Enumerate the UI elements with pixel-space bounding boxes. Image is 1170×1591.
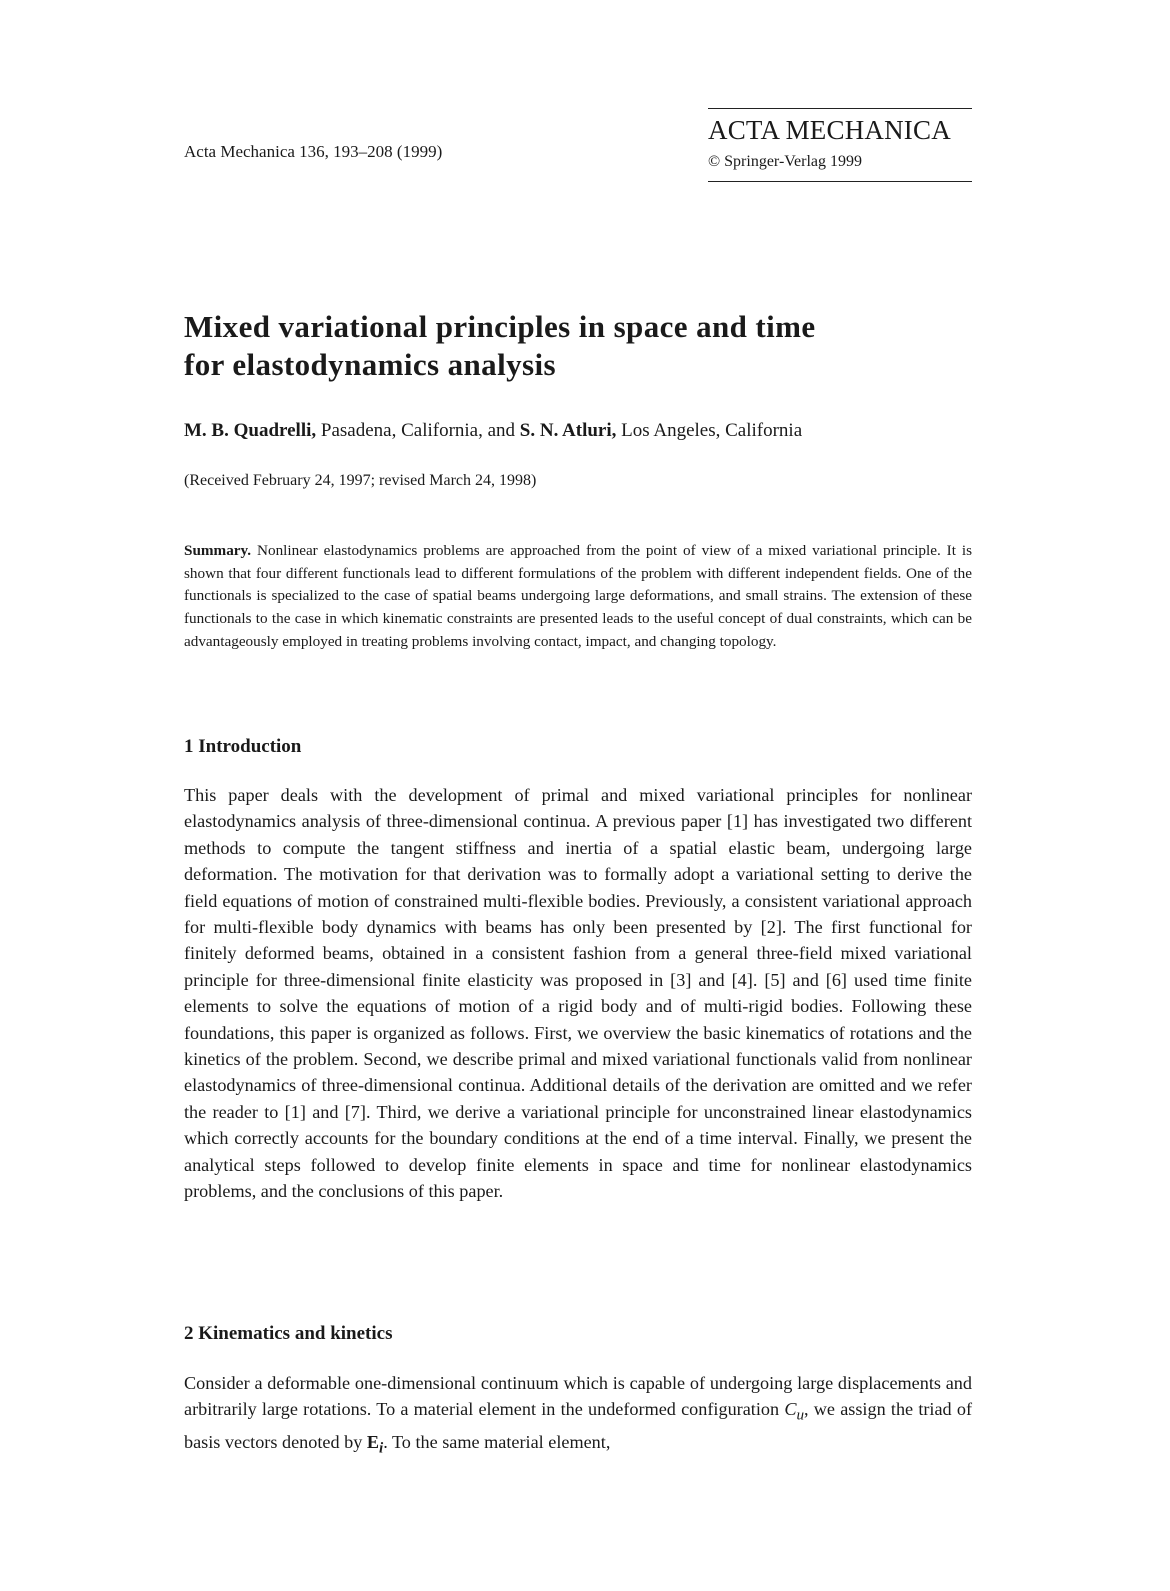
kinematics-text-c: . To the same material element,	[383, 1432, 611, 1453]
introduction-paragraph: This paper deals with the development of primal and mixed variational principles for nonlinear elastodynamics analysis of three-dimensional continua. A previous paper [1] has investigated two different methods to compute the tangent stiffness and inertia of a spatial elastic beam, undergoing large deformation. The motivation for that derivation was to formally adopt a variational setting to derive the field equations of motion of constrained multi-flexible bodies. Previously, a consistent variational approach for multi-flexible body dynamics with beams has only been presented by [2]. The first functional for finitely deformed beams, obtained in a consistent fashion from a general three-field mixed variational principle for three-dimensional finite elasticity was proposed in [3] and [4]. [5] and [6] used time finite elements to solve the equations of motion of a rigid body and of multi-rigid bodies. Following these foundations, this paper is organized as follows. First, we overview the basic kinematics of rotations and the kinetics of the problem. Second, we describe primal and mixed variational functionals valid from nonlinear elastodynamics of three-dimensional continua. Additional details of the derivation are omitted and we refer the reader to [1] and [7]. Third, we derive a variational principle for unconstrained linear elastodynamics which correctly accounts for the boundary conditions at the end of a time interval. Finally, we present the analytical steps followed to develop finite elements in space and time for nonlinear elastodynamics problems, and the conclusions of this paper.	[184, 785, 972, 1202]
author-line	[184, 420, 802, 442]
summary-label: Summary.	[184, 542, 252, 559]
title-line-2: for elastodynamics analysis	[184, 347, 556, 382]
journal-masthead	[708, 108, 972, 182]
author-2-affiliation: Los Angeles, California	[616, 420, 803, 441]
paper-title	[184, 308, 984, 384]
summary-abstract	[184, 540, 972, 654]
copyright-notice: © Springer-Verlag 1999	[708, 153, 863, 170]
kinematics-text-b: , we assign the triad of basis vectors denoted by	[184, 1399, 973, 1453]
kinematics-paragraph	[184, 1370, 972, 1463]
author-2-name: S. N. Atluri,	[519, 420, 617, 441]
basis-vector-symbol: $E_i$	[366, 1432, 384, 1458]
section-heading-introduction: 1 Introduction	[184, 736, 302, 757]
kinematics-text-a: Consider a deformable one-dimensional continuum which is capable of undergoing large displacements and arbitrarily large rotations. To a material element in the undeformed configuration	[184, 1373, 972, 1420]
bottom-rule	[708, 181, 972, 182]
journal-citation: Acta Mechanica 136, 193–208 (1999)	[184, 142, 443, 161]
summary-text: Nonlinear elastodynamics problems are approached from the point of view of a mixed variational principle. It is shown that four different functionals lead to different formulations of the problem with different independent fields. One of the functionals is specialized to the case of spatial beams undergoing large deformations, and small strains. The extension of these functionals to the case in which kinematic constraints are presented leads to the useful concept of dual constraints, which can be advantageously employed in treating problems involving contact, impact, and changing topology.	[184, 542, 972, 650]
received-dates: (Received February 24, 1997; revised March 24, 1998)	[184, 472, 537, 489]
top-rule	[708, 108, 972, 109]
title-line-1: Mixed variational principles in space and time	[184, 309, 816, 344]
author-1-name: M. B. Quadrelli,	[184, 420, 317, 441]
section-heading-kinematics: 2 Kinematics and kinetics	[184, 1323, 393, 1344]
journal-name: ACTA MECHANICA	[708, 115, 951, 145]
config-symbol: $C_u$	[784, 1399, 805, 1425]
author-1-affiliation: Pasadena, California, and	[316, 420, 520, 441]
